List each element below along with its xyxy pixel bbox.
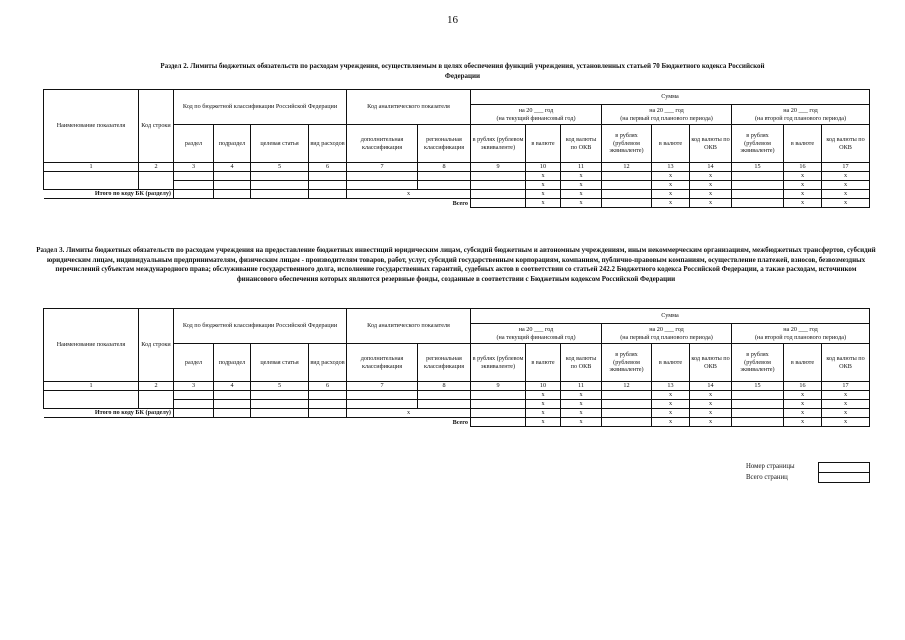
header-code: Код строки	[139, 309, 174, 382]
header-razdel: раздел	[174, 125, 214, 163]
header-year3: на 20 ___ год (на второй год планового периода)	[732, 105, 870, 125]
itogo-row: Итого по коду БК (разделу) x x x x x x x	[44, 409, 870, 418]
header-sum: Сумма	[471, 309, 870, 324]
header-rub: в рублях (рублевом эквиваленте)	[471, 125, 526, 163]
table-row: x x x x x x	[44, 181, 870, 190]
header-val: в валюте	[652, 125, 690, 163]
header-rub: в рублях (рублевом эквиваленте)	[732, 125, 784, 163]
header-rub: в рублях (рублевом эквиваленте)	[602, 344, 652, 382]
header-okv: код валюты по ОКВ	[822, 344, 870, 382]
header-sum: Сумма	[471, 90, 870, 105]
header-analytic: Код аналитического показателя	[347, 309, 471, 344]
header-celevaya: целевая статья	[251, 344, 309, 382]
header-dop: дополнительная классификация	[347, 344, 418, 382]
section2-table	[43, 89, 870, 208]
header-podrazdel: подраздел	[214, 344, 251, 382]
header-name: Наименование показателя	[44, 90, 139, 163]
total-pages-label: Всего страниц	[746, 474, 788, 481]
header-vid: вид расходов	[309, 125, 347, 163]
itogo-row: Итого по коду БК (разделу) x x x x x x x	[44, 190, 870, 199]
header-year1: на 20 ___ год (на текущий финансовый год)	[471, 105, 602, 125]
total-pages-field[interactable]	[818, 473, 870, 483]
header-rub: в рублях (рублевом эквиваленте)	[602, 125, 652, 163]
section3-table	[43, 308, 870, 427]
header-val: в валюте	[784, 344, 822, 382]
header-year3: на 20 ___ год (на второй год планового периода)	[732, 324, 870, 344]
header-year2: на 20 ___ год (на первый год планового периода)	[602, 105, 732, 125]
header-podrazdel: подраздел	[214, 125, 251, 163]
header-okv: код валюты по ОКВ	[690, 344, 732, 382]
header-okv: код валюты по ОКВ	[561, 344, 602, 382]
table-row: x x x x x x	[44, 172, 870, 181]
page-number: 16	[447, 14, 458, 26]
column-numbers-row: 1 2 3 4 5 6 7 8 9 10 11 12 13 14 15 16 17	[44, 163, 870, 172]
header-okv: код валюты по ОКВ	[690, 125, 732, 163]
vsego-row: Всего x x x x x x	[44, 199, 870, 208]
header-okv: код валюты по ОКВ	[561, 125, 602, 163]
page-number-field[interactable]	[818, 462, 870, 473]
section2-title: Раздел 2. Лимиты бюджетных обязательств по расходам учреждения, осуществляемым в целях обеспечения функций учреждения, установленных статьей 70 Бюджетного кодекса Российской Федерации	[160, 62, 765, 80]
header-val: в валюте	[652, 344, 690, 382]
vsego-row: Всего x x x x x x	[44, 418, 870, 427]
header-rub: в рублях (рублевом эквиваленте)	[471, 344, 526, 382]
section3-title: Раздел 3. Лимиты бюджетных обязательств по расходам учреждения на предоставление бюджетных инвестиций юридическим лицам, субсидий бюджетным и автономным учреждениям, иным некоммерческим организациям, межбюджетных трансфертов, субсидий юридическим лицам, индивидуальным предпринимателям, физическим лицам - производителям товаров, работ, услуг, субсидий государственным корпорациям, компаниям, публично-правовым компаниям, осуществление платежей, взносов, безвозмездных перечислений субъектам международного права; обслуживание государственного долга, исполнение государственных гарантий, судебных актов в соответствии со статьей 242.2 Бюджетного кодекса Российской Федерации, а также расходам, источником финансового обеспечения которых являются резервные фонды, созданные в соответствии с Бюджетным кодексом Российской Федерации	[36, 246, 876, 283]
table-row: x x x x x x	[44, 400, 870, 409]
header-year2: на 20 ___ год (на первый год планового периода)	[602, 324, 732, 344]
header-celevaya: целевая статья	[251, 125, 309, 163]
header-okv: код валюты по ОКВ	[822, 125, 870, 163]
header-code: Код строки	[139, 90, 174, 163]
header-reg: региональная классификация	[418, 344, 471, 382]
header-reg: региональная классификация	[418, 125, 471, 163]
header-bk: Код по бюджетной классификации Российской Федерации	[174, 90, 347, 125]
header-dop: дополнительная классификация	[347, 125, 418, 163]
header-analytic: Код аналитического показателя	[347, 90, 471, 125]
header-vid: вид расходов	[309, 344, 347, 382]
header-year1: на 20 ___ год (на текущий финансовый год)	[471, 324, 602, 344]
column-numbers-row: 1 2 3 4 5 6 7 8 9 10 11 12 13 14 15 16 17	[44, 382, 870, 391]
table-row: x x x x x x	[44, 391, 870, 400]
page-number-label: Номер страницы	[746, 463, 795, 470]
header-val: в валюте	[526, 125, 561, 163]
header-val: в валюте	[526, 344, 561, 382]
header-val: в валюте	[784, 125, 822, 163]
header-name: Наименование показателя	[44, 309, 139, 382]
header-rub: в рублях (рублевом эквиваленте)	[732, 344, 784, 382]
header-razdel: раздел	[174, 344, 214, 382]
header-bk: Код по бюджетной классификации Российской Федерации	[174, 309, 347, 344]
